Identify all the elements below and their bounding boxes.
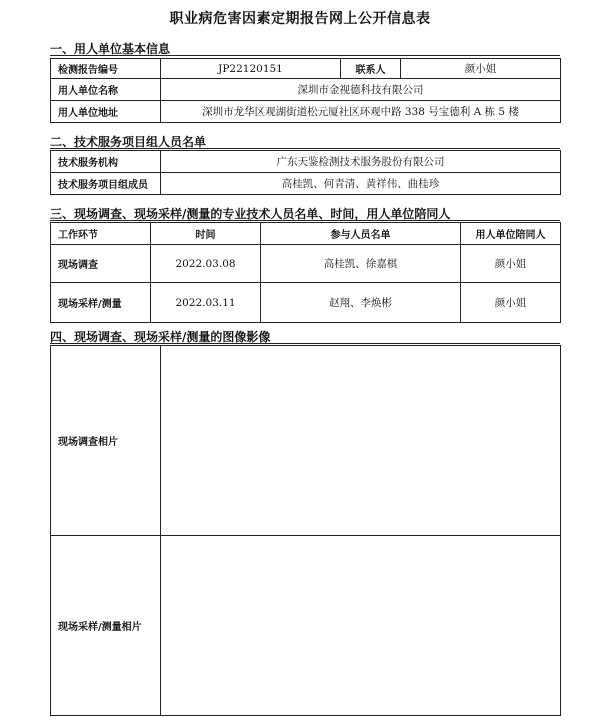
col-header-stage: 工作环节 bbox=[51, 223, 151, 245]
agency-label: 技术服务机构 bbox=[51, 151, 161, 173]
section4-rule bbox=[50, 343, 560, 344]
photo1-label: 现场调查相片 bbox=[51, 346, 161, 536]
date-cell: 2022.03.08 bbox=[151, 245, 261, 283]
contact-label: 联系人 bbox=[341, 59, 401, 79]
members-row bbox=[51, 173, 561, 195]
report-no-row bbox=[51, 59, 561, 79]
members-value: 高桂凯、何青清、黄祥伟、曲桂珍 bbox=[161, 173, 561, 195]
employer-addr-row bbox=[51, 101, 561, 123]
photo-table bbox=[50, 345, 561, 716]
col-header-people: 参与人员名单 bbox=[261, 223, 461, 245]
document-title: 职业病危害因素定期报告网上公开信息表 bbox=[169, 11, 431, 27]
section1-rule bbox=[50, 55, 560, 56]
agency-value: 广东天鉴检测技术服务股份有限公司 bbox=[161, 151, 561, 173]
employer-name-value: 深圳市金视德科技有限公司 bbox=[161, 79, 561, 101]
team-table bbox=[50, 150, 561, 195]
employer-addr-label: 用人单位地址 bbox=[51, 101, 161, 123]
col-header-escort: 用人单位陪同人 bbox=[461, 223, 561, 245]
section4-heading: 四、现场调查、现场采样/测量的图像影像 bbox=[50, 330, 271, 344]
staff-header-row bbox=[51, 223, 561, 245]
section2-heading: 二、技术服务项目组人员名单 bbox=[50, 135, 207, 149]
photo2-cell bbox=[161, 536, 561, 716]
employer-name-label: 用人单位名称 bbox=[51, 79, 161, 101]
section2-rule bbox=[50, 148, 560, 149]
employer-addr-value: 深圳市龙华区观湖街道松元厦社区环观中路 338 号宝德利 A 栋 5 楼 bbox=[161, 101, 561, 123]
date-cell: 2022.03.11 bbox=[151, 283, 261, 323]
stage-cell: 现场调查 bbox=[51, 245, 151, 283]
table-row bbox=[51, 245, 561, 283]
agency-row bbox=[51, 151, 561, 173]
employer-name-row bbox=[51, 79, 561, 101]
table-row bbox=[51, 283, 561, 323]
photo1-row bbox=[51, 346, 561, 536]
members-label: 技术服务项目组成员 bbox=[51, 173, 161, 195]
photo1-cell bbox=[161, 346, 561, 536]
col-header-time: 时间 bbox=[151, 223, 261, 245]
basic-info-table bbox=[50, 58, 561, 123]
section3-rule bbox=[50, 220, 560, 221]
report-no-value: JP22120151 bbox=[161, 59, 341, 79]
people-cell: 赵翔、李焕彬 bbox=[261, 283, 461, 323]
contact-value: 颜小姐 bbox=[401, 59, 561, 79]
escort-cell: 颜小姐 bbox=[461, 283, 561, 323]
escort-cell: 颜小姐 bbox=[461, 245, 561, 283]
photo2-label: 现场采样/测量相片 bbox=[51, 536, 161, 716]
photo2-row bbox=[51, 536, 561, 716]
section3-heading: 三、现场调查、现场采样/测量的专业技术人员名单、时间，用人单位陪同人 bbox=[50, 207, 451, 221]
report-no-label: 检测报告编号 bbox=[51, 59, 161, 79]
people-cell: 高桂凯、徐嘉棋 bbox=[261, 245, 461, 283]
staff-table bbox=[50, 222, 561, 323]
stage-cell: 现场采样/测量 bbox=[51, 283, 151, 323]
section1-heading: 一、用人单位基本信息 bbox=[50, 42, 171, 56]
